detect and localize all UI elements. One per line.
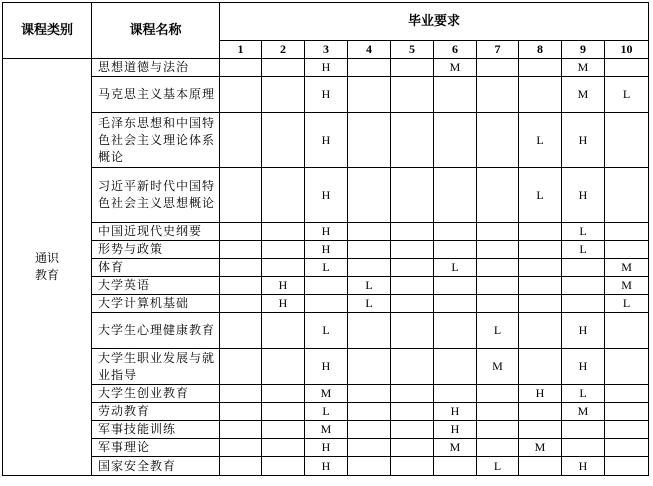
requirement-level-cell xyxy=(391,223,434,241)
header-row xyxy=(3,3,649,41)
requirement-level-cell xyxy=(519,295,562,313)
requirement-number-8: 8 xyxy=(519,41,562,59)
requirement-level-cell xyxy=(519,259,562,277)
table-row xyxy=(3,421,649,439)
requirement-level-cell xyxy=(519,349,562,385)
requirement-level-cell xyxy=(391,457,434,476)
requirement-level-cell xyxy=(220,439,262,457)
requirement-level-cell xyxy=(262,385,305,403)
requirement-level-cell: L xyxy=(519,168,562,223)
course-name-cell: 形势与政策 xyxy=(92,241,220,259)
table-row xyxy=(3,59,649,77)
requirement-level-cell xyxy=(220,59,262,77)
requirement-level-cell xyxy=(477,113,519,168)
course-name-cell: 劳动教育 xyxy=(92,403,220,421)
requirement-level-cell xyxy=(562,259,605,277)
course-name-cell: 军事理论 xyxy=(92,439,220,457)
requirement-level-cell: M xyxy=(305,385,348,403)
requirement-level-cell: L xyxy=(562,223,605,241)
requirement-level-cell xyxy=(348,385,391,403)
table-row xyxy=(3,403,649,421)
requirement-level-cell: M xyxy=(434,439,477,457)
requirement-level-cell: L xyxy=(605,295,649,313)
requirement-level-cell xyxy=(605,59,649,77)
requirement-level-cell: L xyxy=(477,313,519,349)
requirement-level-cell xyxy=(220,241,262,259)
requirement-level-cell xyxy=(519,241,562,259)
requirement-level-cell xyxy=(262,349,305,385)
requirement-level-cell xyxy=(391,113,434,168)
requirement-level-cell xyxy=(519,421,562,439)
requirement-level-cell xyxy=(519,403,562,421)
requirement-level-cell xyxy=(220,223,262,241)
course-name-cell: 体育 xyxy=(92,259,220,277)
requirement-level-cell: H xyxy=(305,77,348,113)
requirement-level-cell xyxy=(262,59,305,77)
requirement-level-cell xyxy=(605,241,649,259)
requirement-level-cell: L xyxy=(348,277,391,295)
requirement-level-cell xyxy=(562,421,605,439)
requirement-level-cell xyxy=(477,59,519,77)
requirement-number-5: 5 xyxy=(391,41,434,59)
requirement-level-cell xyxy=(348,241,391,259)
requirement-level-cell xyxy=(605,457,649,476)
requirement-level-cell: L xyxy=(562,385,605,403)
requirement-level-cell xyxy=(220,403,262,421)
course-name-cell: 大学生创业教育 xyxy=(92,385,220,403)
requirement-level-cell xyxy=(434,385,477,403)
requirement-level-cell: M xyxy=(562,77,605,113)
requirement-level-cell xyxy=(477,259,519,277)
requirement-level-cell xyxy=(562,277,605,295)
requirement-level-cell xyxy=(477,295,519,313)
requirement-level-cell xyxy=(434,295,477,313)
requirement-level-cell: M xyxy=(562,59,605,77)
table-row xyxy=(3,223,649,241)
table-row xyxy=(3,168,649,223)
requirement-number-2: 2 xyxy=(262,41,305,59)
requirement-level-cell: H xyxy=(562,313,605,349)
requirement-level-cell xyxy=(305,295,348,313)
requirement-level-cell xyxy=(220,168,262,223)
requirement-level-cell xyxy=(391,277,434,295)
category-label-line: 教育 xyxy=(34,268,59,282)
course-name-cell: 中国近现代史纲要 xyxy=(92,223,220,241)
requirement-level-cell xyxy=(434,313,477,349)
requirement-level-cell: L xyxy=(605,77,649,113)
table-row xyxy=(3,349,649,385)
requirement-level-cell xyxy=(220,295,262,313)
table-row xyxy=(3,241,649,259)
course-name-cell: 马克思主义基本原理 xyxy=(92,77,220,113)
requirement-level-cell xyxy=(605,385,649,403)
requirement-level-cell xyxy=(220,349,262,385)
requirement-level-cell xyxy=(348,113,391,168)
requirement-level-cell: L xyxy=(519,113,562,168)
requirement-number-9: 9 xyxy=(562,41,605,59)
requirement-level-cell xyxy=(477,277,519,295)
requirement-level-cell xyxy=(434,241,477,259)
requirement-level-cell xyxy=(605,223,649,241)
requirement-level-cell xyxy=(391,385,434,403)
requirement-level-cell xyxy=(477,77,519,113)
requirement-level-cell xyxy=(348,313,391,349)
requirement-level-cell: L xyxy=(305,259,348,277)
course-name-cell: 毛泽东思想和中国特色社会主义理论体系概论 xyxy=(92,113,220,168)
requirement-level-cell xyxy=(434,77,477,113)
requirement-level-cell xyxy=(262,439,305,457)
requirement-level-cell: H xyxy=(305,113,348,168)
requirement-level-cell: H xyxy=(262,277,305,295)
requirement-level-cell xyxy=(519,277,562,295)
requirement-level-cell: H xyxy=(562,113,605,168)
requirement-level-cell: M xyxy=(477,349,519,385)
requirement-level-cell xyxy=(391,77,434,113)
requirement-level-cell xyxy=(348,421,391,439)
requirement-level-cell: M xyxy=(519,439,562,457)
requirement-level-cell: H xyxy=(434,421,477,439)
table-body xyxy=(3,59,649,476)
course-name-cell: 大学生心理健康教育 xyxy=(92,313,220,349)
requirement-number-6: 6 xyxy=(434,41,477,59)
requirement-level-cell: H xyxy=(305,241,348,259)
requirement-level-cell: H xyxy=(562,457,605,476)
course-name-cell: 思想道德与法治 xyxy=(92,59,220,77)
requirement-level-cell: H xyxy=(562,168,605,223)
requirement-level-cell xyxy=(348,457,391,476)
course-name-cell: 大学英语 xyxy=(92,277,220,295)
requirement-level-cell xyxy=(477,241,519,259)
requirement-level-cell xyxy=(348,349,391,385)
requirement-level-cell: H xyxy=(305,457,348,476)
requirement-level-cell xyxy=(348,403,391,421)
requirement-level-cell: L xyxy=(305,403,348,421)
requirement-level-cell xyxy=(391,403,434,421)
requirement-level-cell: M xyxy=(605,259,649,277)
requirement-number-10: 10 xyxy=(605,41,649,59)
requirement-level-cell xyxy=(262,457,305,476)
requirement-level-cell xyxy=(262,168,305,223)
category-cell xyxy=(3,59,92,476)
requirement-level-cell xyxy=(305,277,348,295)
course-name-cell: 大学计算机基础 xyxy=(92,295,220,313)
requirement-level-cell xyxy=(220,313,262,349)
requirement-level-cell xyxy=(562,439,605,457)
requirement-level-cell: L xyxy=(477,457,519,476)
requirement-level-cell xyxy=(477,421,519,439)
table-row xyxy=(3,277,649,295)
requirement-level-cell xyxy=(220,385,262,403)
requirement-level-cell xyxy=(477,403,519,421)
requirement-level-cell xyxy=(434,168,477,223)
requirement-level-cell: M xyxy=(305,421,348,439)
requirement-level-cell xyxy=(348,439,391,457)
table-row xyxy=(3,457,649,476)
requirement-level-cell xyxy=(262,223,305,241)
requirement-level-cell xyxy=(519,313,562,349)
requirement-level-cell xyxy=(262,313,305,349)
requirement-level-cell xyxy=(348,259,391,277)
requirement-level-cell: L xyxy=(305,313,348,349)
requirement-level-cell xyxy=(220,457,262,476)
requirement-level-cell xyxy=(605,313,649,349)
requirement-level-cell xyxy=(391,349,434,385)
requirement-level-cell: H xyxy=(519,385,562,403)
table-row xyxy=(3,295,649,313)
requirement-level-cell xyxy=(262,113,305,168)
requirement-level-cell xyxy=(391,313,434,349)
requirement-level-cell xyxy=(605,439,649,457)
table-row xyxy=(3,439,649,457)
course-name-cell: 习近平新时代中国特色社会主义思想概论 xyxy=(92,168,220,223)
requirement-level-cell xyxy=(391,295,434,313)
category-label-line: 通识 xyxy=(34,251,59,265)
requirement-level-cell: M xyxy=(562,403,605,421)
requirement-level-cell: M xyxy=(605,277,649,295)
requirement-level-cell xyxy=(220,113,262,168)
requirement-level-cell xyxy=(605,349,649,385)
requirement-level-cell xyxy=(562,295,605,313)
requirement-level-cell xyxy=(434,457,477,476)
requirement-level-cell: M xyxy=(434,59,477,77)
requirement-level-cell xyxy=(262,421,305,439)
requirement-level-cell xyxy=(348,59,391,77)
category-header: 课程类别 xyxy=(3,3,92,59)
requirement-level-cell xyxy=(434,223,477,241)
requirement-level-cell xyxy=(348,223,391,241)
requirement-level-cell xyxy=(262,241,305,259)
requirement-level-cell xyxy=(220,259,262,277)
requirement-level-cell xyxy=(519,223,562,241)
requirement-level-cell xyxy=(262,77,305,113)
table-row xyxy=(3,313,649,349)
requirement-level-cell xyxy=(348,77,391,113)
graduation-requirements-table xyxy=(2,2,649,476)
requirement-level-cell xyxy=(434,277,477,295)
table-row xyxy=(3,113,649,168)
requirement-number-1: 1 xyxy=(220,41,262,59)
requirement-level-cell xyxy=(262,403,305,421)
requirement-level-cell xyxy=(605,168,649,223)
requirement-level-cell xyxy=(348,168,391,223)
requirement-level-cell: H xyxy=(305,349,348,385)
requirement-level-cell: H xyxy=(262,295,305,313)
requirement-level-cell: H xyxy=(305,439,348,457)
requirement-level-cell xyxy=(477,385,519,403)
requirement-level-cell xyxy=(220,277,262,295)
table-row xyxy=(3,385,649,403)
requirement-level-cell xyxy=(391,439,434,457)
requirement-level-cell xyxy=(391,421,434,439)
requirement-level-cell xyxy=(477,223,519,241)
requirement-level-cell xyxy=(262,259,305,277)
requirement-level-cell: H xyxy=(434,403,477,421)
requirement-level-cell xyxy=(220,421,262,439)
requirement-level-cell xyxy=(391,59,434,77)
requirement-number-7: 7 xyxy=(477,41,519,59)
course-name-cell: 国家安全教育 xyxy=(92,457,220,476)
requirement-level-cell xyxy=(605,113,649,168)
course-name-cell: 军事技能训练 xyxy=(92,421,220,439)
requirement-level-cell xyxy=(477,439,519,457)
requirement-level-cell xyxy=(605,421,649,439)
requirement-level-cell xyxy=(391,259,434,277)
course-name-cell: 大学生职业发展与就业指导 xyxy=(92,349,220,385)
requirement-level-cell xyxy=(477,168,519,223)
requirement-level-cell xyxy=(391,168,434,223)
course-name-header: 课程名称 xyxy=(92,3,220,59)
requirement-level-cell: L xyxy=(562,241,605,259)
table-row xyxy=(3,259,649,277)
requirement-level-cell: H xyxy=(562,349,605,385)
requirement-number-3: 3 xyxy=(305,41,348,59)
requirement-level-cell xyxy=(391,241,434,259)
requirement-level-cell xyxy=(519,59,562,77)
requirement-level-cell xyxy=(434,113,477,168)
requirements-header: 毕业要求 xyxy=(220,3,649,41)
requirement-level-cell: L xyxy=(348,295,391,313)
requirement-level-cell xyxy=(605,403,649,421)
requirement-level-cell xyxy=(519,77,562,113)
requirement-level-cell xyxy=(434,349,477,385)
requirement-level-cell: H xyxy=(305,59,348,77)
requirement-level-cell xyxy=(519,457,562,476)
table-row xyxy=(3,77,649,113)
requirement-number-4: 4 xyxy=(348,41,391,59)
requirement-level-cell: H xyxy=(305,223,348,241)
requirement-level-cell: H xyxy=(305,168,348,223)
requirement-level-cell: L xyxy=(434,259,477,277)
requirement-level-cell xyxy=(220,77,262,113)
